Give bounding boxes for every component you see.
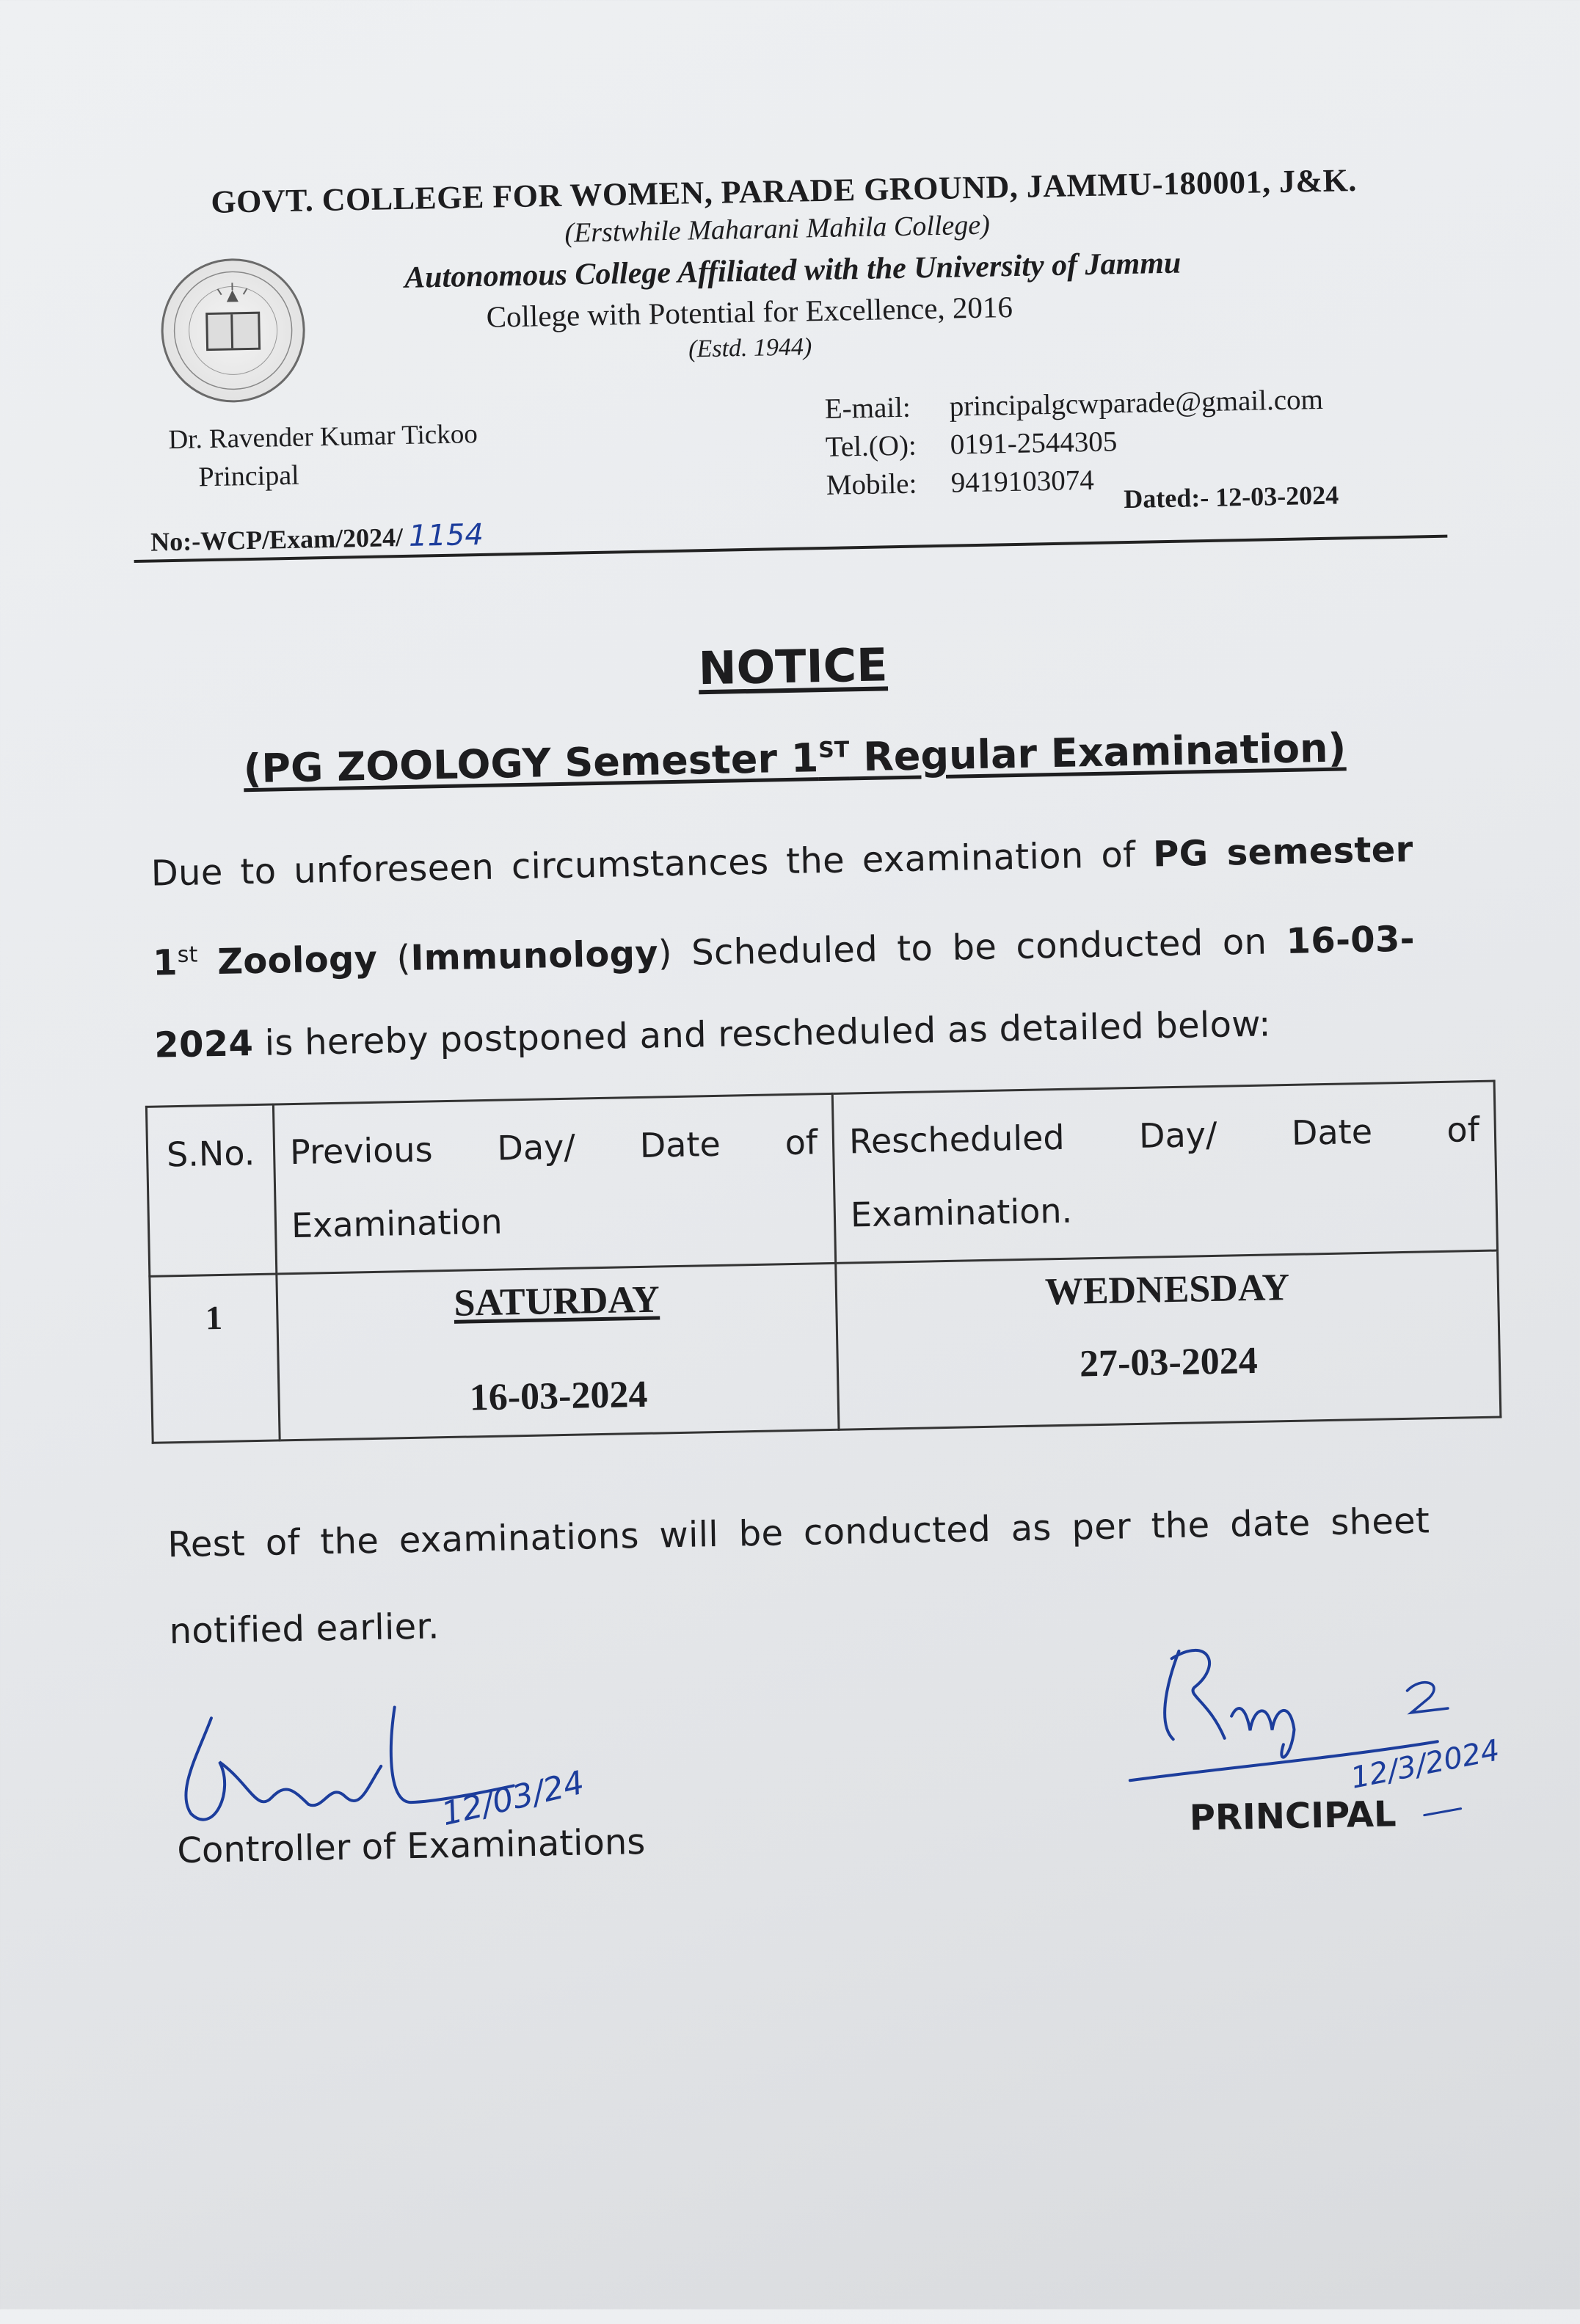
table-row — [150, 1250, 1501, 1443]
principal-label: PRINCIPAL — [1189, 1793, 1397, 1838]
mobile-value: 9419103074 — [950, 462, 1094, 503]
table-header-row — [146, 1081, 1497, 1276]
previous-day: SATURDAY — [293, 1275, 821, 1328]
subtitle-post: Regular Examination) — [849, 724, 1347, 780]
schedule-table — [145, 1080, 1502, 1444]
rescheduled-day: WEDNESDAY — [852, 1262, 1483, 1317]
closing-paragraph: Rest of the examinations will be conducted as per the date sheet notified earlier. — [167, 1477, 1432, 1675]
college-formerly: (Erstwhile Maharani Mahila College) — [498, 208, 1057, 251]
notice-subtitle — [215, 724, 1375, 793]
body-bold-4: 16-03-2024 — [154, 919, 1416, 1066]
previous-date: 16-03-2024 — [294, 1369, 823, 1423]
mobile-label: Mobile: — [826, 465, 951, 505]
email-value: principalgcwparade@gmail.com — [949, 381, 1323, 426]
body-text-4: is hereby postponed and rescheduled as detailed below: — [253, 1003, 1272, 1064]
notice-body — [150, 809, 1417, 1087]
principal-signature-date: 12/3/2024 — [1348, 1733, 1502, 1796]
principal-signature-block — [1113, 1615, 1528, 1843]
tel-value: 0191-2544305 — [950, 423, 1117, 464]
tel-label: Tel.(O): — [825, 426, 950, 467]
controller-signature-block — [167, 1687, 669, 1873]
college-established: (Estd. 1944) — [647, 332, 853, 364]
row-sno: 1 — [150, 1274, 280, 1443]
open-book-icon — [205, 312, 261, 351]
college-affiliation: Autonomous College Affiliated with the University of Jammu — [308, 244, 1278, 297]
body-bold-2: Zoology — [217, 939, 378, 983]
subtitle-pre: (PG ZOOLOGY Semester 1 — [243, 735, 819, 792]
principal-name: Dr. Ravender Kumar Tickoo — [168, 418, 478, 456]
college-potential: College with Potential for Excellence, 2016 — [441, 288, 1058, 335]
email-label: E-mail: — [824, 388, 950, 429]
rescheduled-date: 27-03-2024 — [853, 1335, 1484, 1390]
college-seal-logo — [160, 258, 307, 404]
subtitle-sup: ST — [818, 737, 850, 763]
body-text-2: ( — [377, 938, 412, 980]
notice-title: NOTICE — [624, 636, 962, 696]
header-sno: S.No. — [146, 1104, 276, 1276]
controller-signature-date: 12/03/24 — [438, 1764, 588, 1833]
controller-label: Controller of Examinations — [177, 1821, 646, 1871]
header-rescheduled: Rescheduled Day/ Date of Examination. — [832, 1081, 1497, 1263]
reference-prefix: No:-WCP/Exam/2024/ — [150, 522, 404, 557]
principal-title: Principal — [198, 459, 299, 494]
reference-handwritten-number: 1154 — [409, 518, 484, 553]
body-bold-3: Immunology — [410, 933, 658, 978]
row-previous-cell — [277, 1263, 839, 1440]
body-sup: st — [177, 941, 198, 968]
header-previous: Previous Day/ Date of Examination — [273, 1093, 835, 1274]
college-name: GOVT. COLLEGE FOR WOMEN, PARADE GROUND, JAMMU-180001, J&K. — [167, 161, 1401, 222]
notice-date: Dated:- 12-03-2024 — [1124, 480, 1339, 515]
body-text-3: ) Scheduled to be conducted on — [658, 921, 1286, 974]
row-rescheduled-cell — [836, 1250, 1501, 1429]
body-text-1: Due to unforeseen circumstances the examination of — [150, 834, 1153, 894]
body-bold-1: PG semester 1 — [153, 829, 1413, 984]
reference-number — [150, 518, 484, 558]
